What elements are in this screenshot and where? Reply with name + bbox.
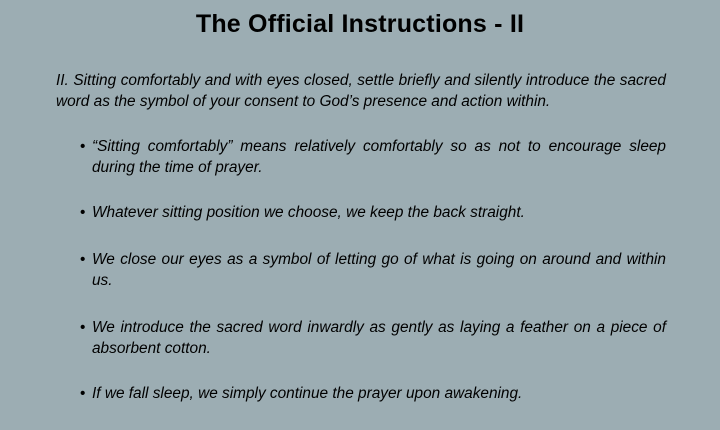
bullet-item: • “Sitting comfortably” means relatively comfortably so as not to encourage sleep during the time of prayer. xyxy=(80,136,666,178)
bullet-item: • We introduce the sacred word inwardly as gently as laying a feather on a piece of absorbent cotton. xyxy=(80,317,666,359)
bullet-item: • If we fall sleep, we simply continue the prayer upon awakening. xyxy=(80,383,666,404)
intro-paragraph: II. Sitting comfortably and with eyes closed, settle briefly and silently introduce the sacred word as the symbol of your consent to God’s presence and action within. xyxy=(56,72,666,110)
bullet-item: • We close our eyes as a symbol of letting go of what is going on around and within us. xyxy=(80,249,666,291)
slide-title: The Official Instructions - II xyxy=(195,10,525,38)
bullet-list xyxy=(80,136,666,430)
bullet-item: • Whatever sitting position we choose, we keep the back straight. xyxy=(80,202,666,223)
